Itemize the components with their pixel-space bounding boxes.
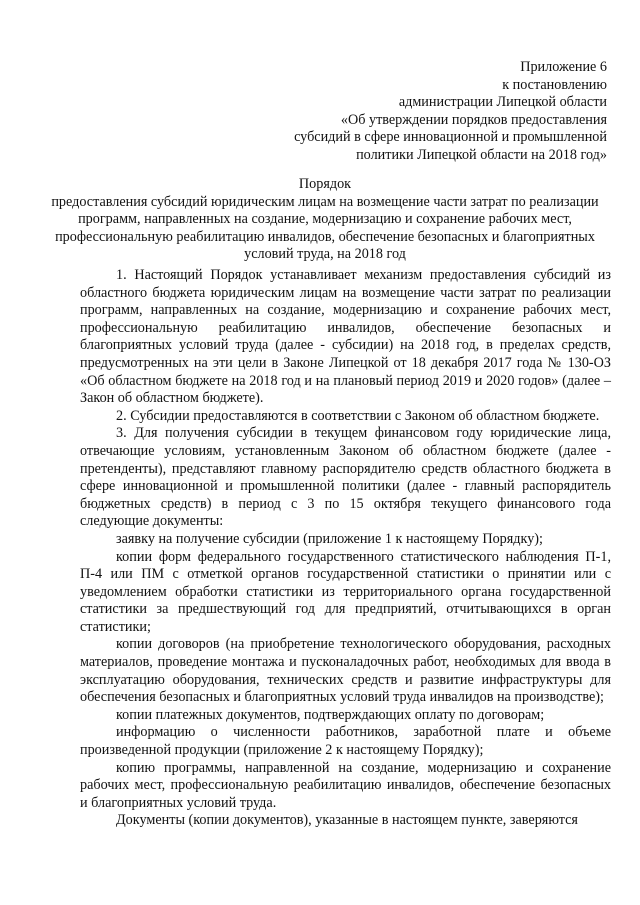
- appendix-line: к постановлению: [502, 76, 607, 93]
- paragraph-2: 2. Субсидии предоставляются в соответствии с Законом об областном бюджете.: [116, 407, 600, 424]
- list-item-employee-info: информацию о численности работников, заработной плате и объеме произведенной продукции (приложение 2 к настоящему Порядку);: [80, 724, 611, 759]
- appendix-line: Приложение 6: [520, 59, 607, 75]
- list-item-contracts: копии договоров (на приобретение технологического оборудования, расходных материалов, проведение монтажа и пусконаладочных работ, необходимых для ввода в эксплуатацию оборудования, технических средств и развитие инфраструктуры для обеспечения безопасных и благоприятных условий труда инвалидов на производстве);: [80, 636, 611, 706]
- appendix-line: администрации Липецкой области: [398, 94, 607, 111]
- document-body: [80, 267, 611, 830]
- document-title-block: [40, 176, 610, 264]
- document-title: Порядок: [298, 176, 352, 192]
- list-item-statistics-forms: копии форм федерального государственного статистического наблюдения П-1, П-4 или ПМ с отметкой органов государственной статистики о принятии или с уведомлением обработки статистики из территориального органа государственной статистики за предшествующий год для предприятий, отчитывающихся в орган статистики;: [80, 548, 611, 635]
- list-item-application: заявку на получение субсидии (приложение 1 к настоящему Порядку);: [116, 530, 543, 547]
- list-item-program-copy: копию программы, направленной на создание, модернизацию и сохранение рабочих мест, профессиональную реабилитацию инвалидов, обеспечение безопасных и благоприятных условий труда.: [80, 759, 611, 811]
- appendix-header: [207, 59, 607, 165]
- paragraph-3: 3. Для получения субсидии в текущем финансовом году юридические лица, отвечающие условиям, установленным Законом об областном бюджете (далее - претенденты), представляют главному распорядителю средств областного бюджета в сфере инновационной и промышленной политики (далее - главный распорядитель бюджетных средств) в период с 3 по 15 октября текущего финансового года следующие документы:: [80, 425, 611, 530]
- appendix-line: субсидий в сфере инновационной и промышленной: [294, 129, 607, 146]
- appendix-line: политики Липецкой области на 2018 год»: [356, 146, 607, 163]
- document-subtitle: предоставления субсидий юридическим лицам на возмещение части затрат по реализации программ, направленных на создание, модернизацию и сохранение рабочих мест, профессиональную реабилитацию инвалидов, обеспечение безопасных и благоприятных условий труда, на 2018 год: [51, 193, 599, 263]
- appendix-line: «Об утверждении порядков предоставления: [340, 111, 607, 128]
- paragraph-1: 1. Настоящий Порядок устанавливает механизм предоставления субсидий из областного бюджета юридическим лицам на возмещение части затрат по реализации программ, направленных на создание, модернизацию и сохранение рабочих мест, профессиональную реабилитацию инвалидов, обеспечение безопасных и благоприятных условий труда (далее - субсидии) на 2018 год, в пределах средств, предусмотренных на эти цели в Законе Липецкой от 18 декабря 2017 года № 130-ОЗ «Об областном бюджете на 2018 год и на плановый период 2019 и 2020 годов» (далее – Закон об областном бюджете).: [80, 267, 611, 407]
- list-item-payment-documents: копии платежных документов, подтверждающих оплату по договорам;: [116, 706, 545, 723]
- paragraph-certification: Документы (копии документов), указанные в настоящем пункте, заверяются: [116, 812, 578, 829]
